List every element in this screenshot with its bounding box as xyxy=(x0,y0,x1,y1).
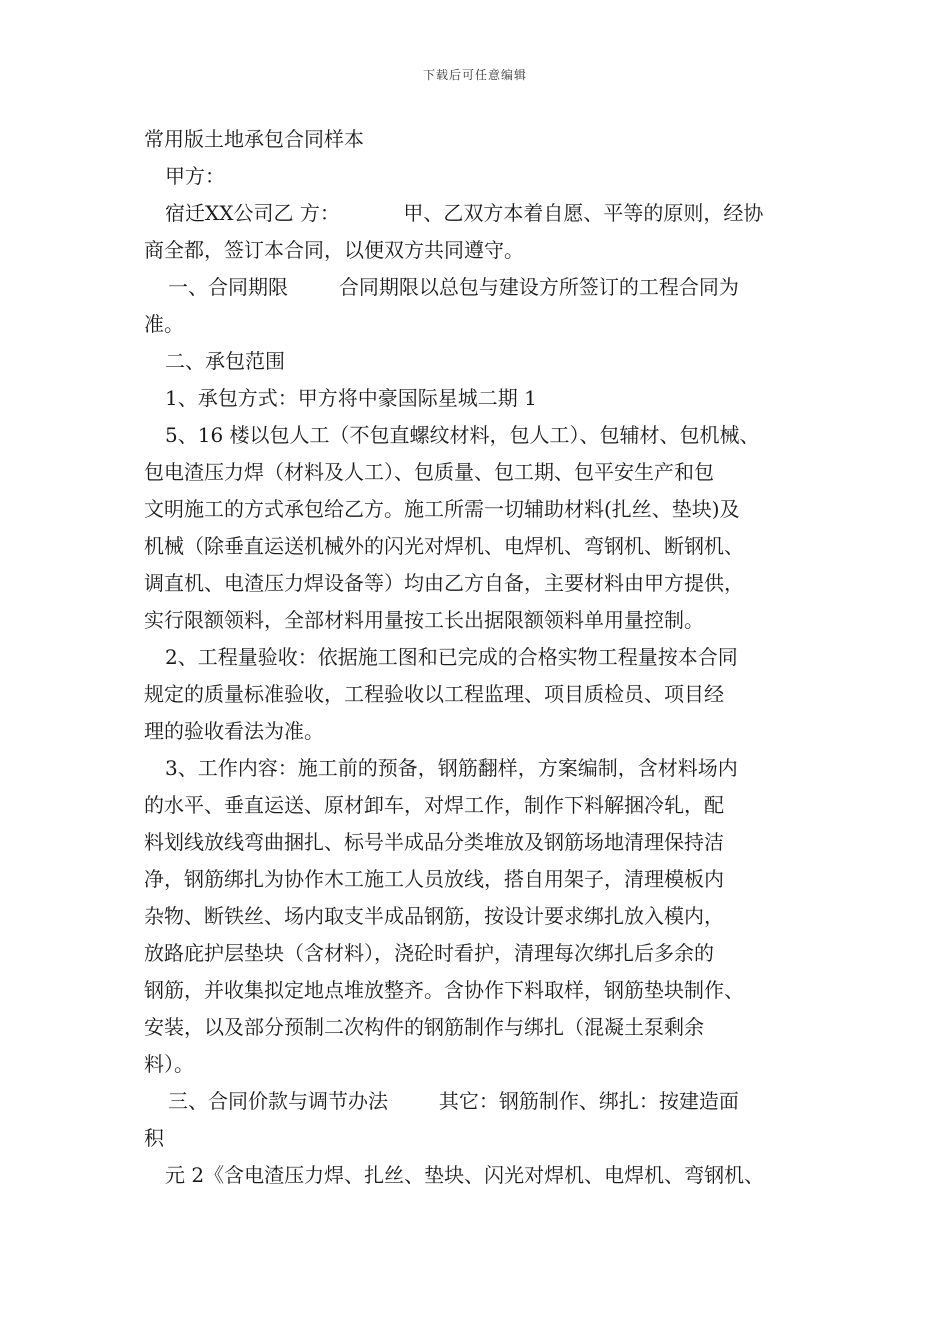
paragraph-line: 净，钢筋绑扎为协作木工施工人员放线，搭自用架子，清理模板内 xyxy=(144,867,724,891)
paragraph-line: 料划线放线弯曲捆扎、标号半成品分类堆放及钢筋场地清理保持洁 xyxy=(144,830,724,854)
paragraph-line: 放路庇护层垫块（含材料），浇砼时看护，清理每次绑扎后多余的 xyxy=(144,941,714,965)
paragraph-line: 2、工程量验收：依据施工图和已完成的合格实物工程量按本合同 xyxy=(165,645,738,669)
paragraph-line: 机械（除垂直运送机械外的闪光对焊机、电焊机、弯钢机、断钢机、 xyxy=(144,534,744,558)
paragraph-line: 文明施工的方式承包给乙方。施工所需一切辅助材料(扎丝、垫块)及 xyxy=(144,497,740,521)
paragraph-line: 理的验收看法为准。 xyxy=(144,719,324,743)
paragraph-line: 甲方： xyxy=(165,164,225,188)
paragraph-line: 杂物、断铁丝、场内取支半成品钢筋，按设计要求绑扎放入模内， xyxy=(144,904,724,928)
document-title: 常用版土地承包合同样本 xyxy=(144,127,364,151)
paragraph-line: 安装，以及部分预制二次构件的钢筋制作与绑扎（混凝土泵剩余 xyxy=(144,1015,704,1039)
paragraph-line: 3、工作内容：施工前的预备，钢筋翻样，方案编制，含材料场内 xyxy=(165,756,738,780)
paragraph-line: 钢筋，并收集拟定地点堆放整齐。含协作下料取样，钢筋垫块制作、 xyxy=(144,978,744,1002)
paragraph-line: 准。 xyxy=(144,312,184,336)
paragraph-line: 5、16 楼以包人工（不包直螺纹材料，包人工）、包辅材、包机械、 xyxy=(165,423,760,447)
paragraph-line: 的水平、垂直运送、原材卸车，对焊工作，制作下料解捆冷轧，配 xyxy=(144,793,724,817)
paragraph-line: 调直机、电渣压力焊设备等）均由乙方自备，主要材料由甲方提供， xyxy=(144,571,744,595)
paragraph-line: 宿迁XX公司乙 方： 甲、乙双方本着自愿、平等的原则，经协 xyxy=(165,201,764,225)
paragraph-line: 规定的质量标准验收，工程验收以工程监理、项目质检员、项目经 xyxy=(144,682,724,706)
document-body xyxy=(144,121,824,1194)
paragraph-line: 积 xyxy=(144,1126,164,1150)
section-heading: 二、承包范围 xyxy=(165,349,285,373)
paragraph-line: 元 2《含电渣压力焊、扎丝、垫块、闪光对焊机、电焊机、弯钢机、 xyxy=(165,1163,765,1187)
paragraph-line: 料）。 xyxy=(144,1052,194,1076)
paragraph-line: 1、承包方式：甲方将中豪国际星城二期 1 xyxy=(165,386,537,410)
paragraph-line: 实行限额领料，全部材料用量按工长出据限额领料单用量控制。 xyxy=(144,608,704,632)
page-header: 下载后可任意编辑 xyxy=(422,68,527,82)
section-heading: 三、合同价款与调节办法 其它：钢筋制作、绑扎：按建造面 xyxy=(168,1089,739,1113)
paragraph-line: 包电渣压力焊（材料及人工）、包质量、包工期、包平安生产和包 xyxy=(144,460,714,484)
section-heading: 一、合同期限 合同期限以总包与建设方所签订的工程合同为 xyxy=(168,275,739,299)
paragraph-line: 商全都，签订本合同，以便双方共同遵守。 xyxy=(144,238,524,262)
